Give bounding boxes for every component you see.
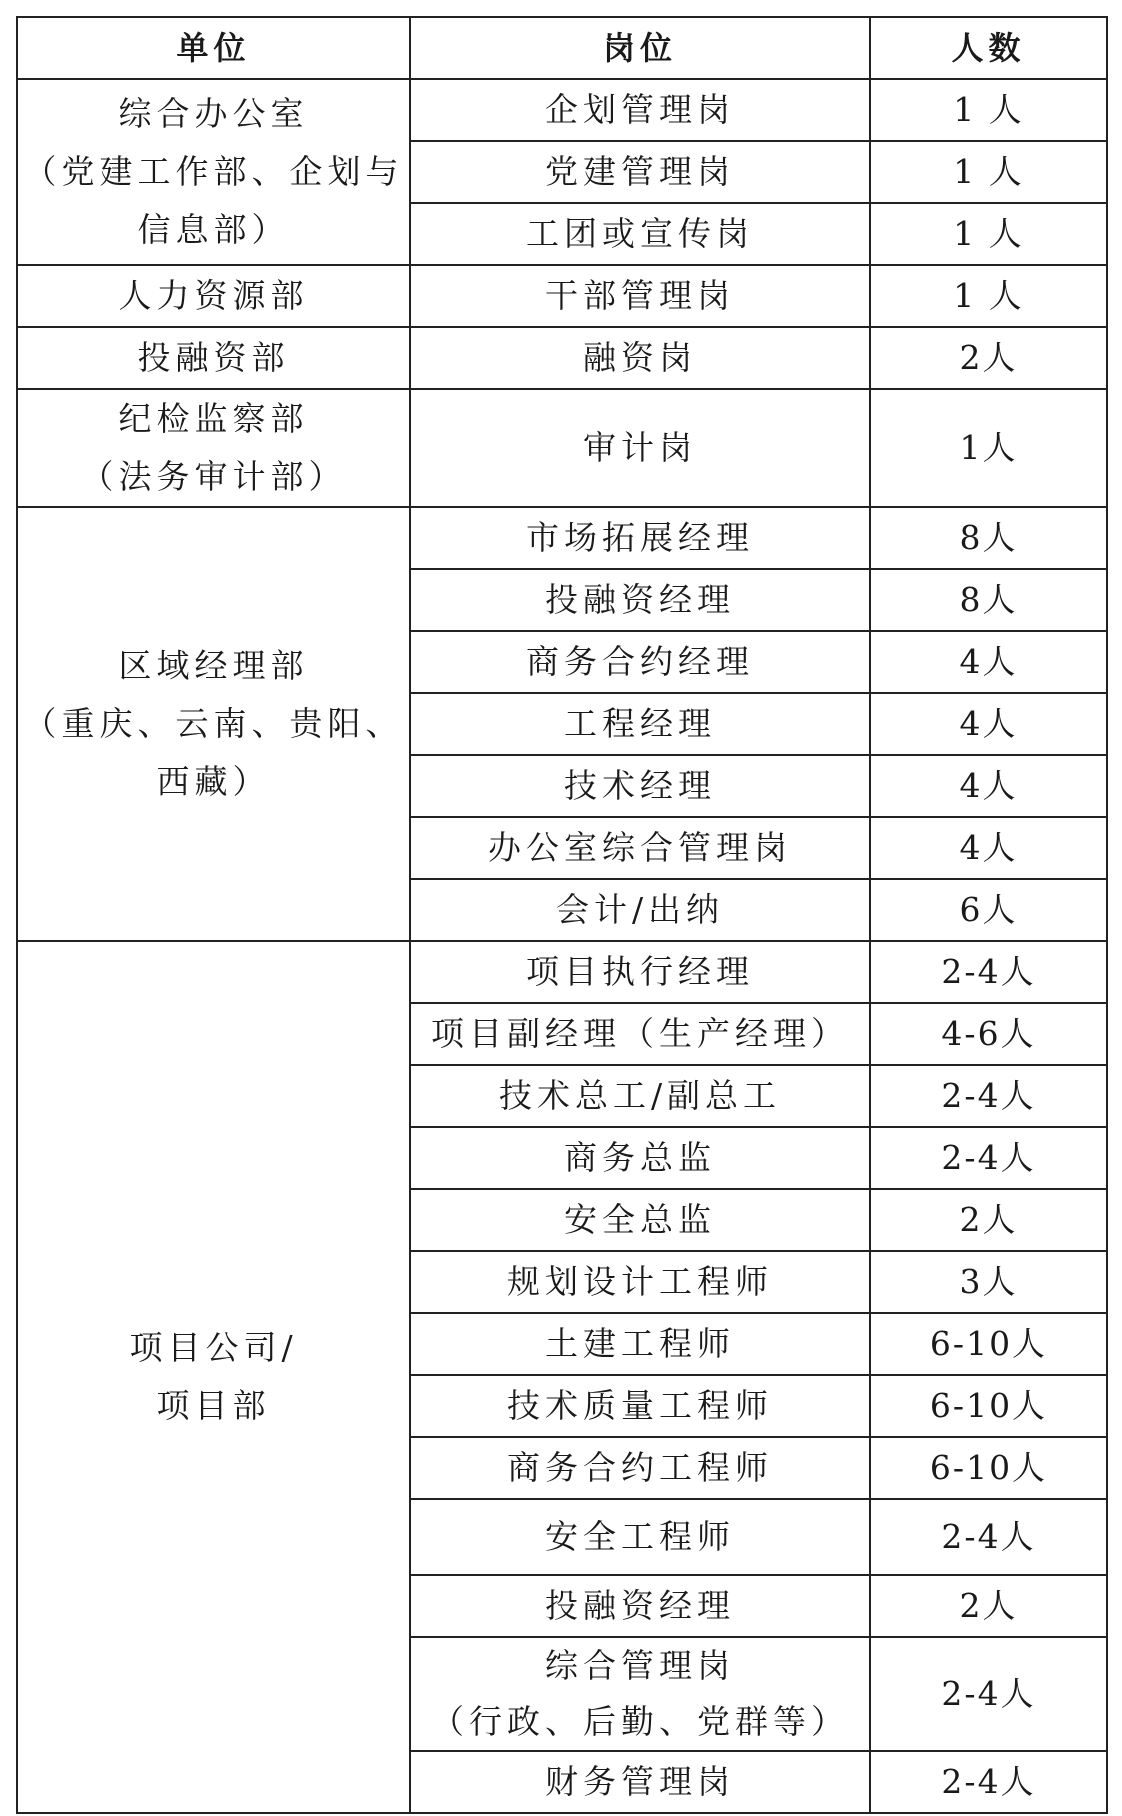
- count-cell: 2-4人: [870, 1499, 1107, 1575]
- count-cell: 2-4人: [870, 1127, 1107, 1189]
- post-cell: 审计岗: [410, 389, 870, 507]
- count-cell: 2-4人: [870, 1637, 1107, 1751]
- post-cell: 投融资经理: [410, 569, 870, 631]
- table-row: [17, 507, 1107, 569]
- post-cell: 党建管理岗: [410, 141, 870, 203]
- count-cell: 2-4人: [870, 1751, 1107, 1813]
- count-cell: 6-10人: [870, 1313, 1107, 1375]
- header-row: [17, 17, 1107, 79]
- count-cell: 2人: [870, 327, 1107, 389]
- count-cell: 2-4人: [870, 941, 1107, 1003]
- post-cell: 工程经理: [410, 693, 870, 755]
- post-cell: 投融资经理: [410, 1575, 870, 1637]
- count-cell: 2人: [870, 1575, 1107, 1637]
- count-cell: 8人: [870, 569, 1107, 631]
- table-row: [17, 389, 1107, 507]
- post-cell: 项目执行经理: [410, 941, 870, 1003]
- table-row: [17, 79, 1107, 141]
- count-cell: 4人: [870, 817, 1107, 879]
- post-cell: 综合管理岗 （行政、后勤、党群等）: [410, 1637, 870, 1751]
- count-cell: 1 人: [870, 265, 1107, 327]
- post-cell: 规划设计工程师: [410, 1251, 870, 1313]
- count-cell: 4人: [870, 755, 1107, 817]
- post-cell: 商务合约经理: [410, 631, 870, 693]
- count-cell: 4人: [870, 693, 1107, 755]
- post-cell: 市场拓展经理: [410, 507, 870, 569]
- count-cell: 6人: [870, 879, 1107, 941]
- post-cell: 安全工程师: [410, 1499, 870, 1575]
- count-cell: 2人: [870, 1189, 1107, 1251]
- table-row: [17, 941, 1107, 1003]
- post-cell: 商务合约工程师: [410, 1437, 870, 1499]
- count-cell: 1 人: [870, 203, 1107, 265]
- count-cell: 6-10人: [870, 1437, 1107, 1499]
- count-cell: 4-6人: [870, 1003, 1107, 1065]
- unit-cell: 区域经理部 （重庆、云南、贵阳、 西藏）: [17, 507, 410, 941]
- count-cell: 6-10人: [870, 1375, 1107, 1437]
- count-cell: 1 人: [870, 141, 1107, 203]
- post-cell: 干部管理岗: [410, 265, 870, 327]
- count-cell: 1人: [870, 389, 1107, 507]
- table-row: [17, 327, 1107, 389]
- recruitment-table: [16, 16, 1108, 1814]
- table-body: [17, 79, 1107, 1813]
- post-cell: 土建工程师: [410, 1313, 870, 1375]
- post-cell: 技术质量工程师: [410, 1375, 870, 1437]
- post-cell: 安全总监: [410, 1189, 870, 1251]
- count-cell: 8人: [870, 507, 1107, 569]
- count-cell: 3人: [870, 1251, 1107, 1313]
- post-cell: 工团或宣传岗: [410, 203, 870, 265]
- post-cell: 办公室综合管理岗: [410, 817, 870, 879]
- count-cell: 2-4人: [870, 1065, 1107, 1127]
- header-unit: 单位: [17, 17, 410, 79]
- count-cell: 4人: [870, 631, 1107, 693]
- unit-cell: 综合办公室 （党建工作部、企划与 信息部）: [17, 79, 410, 265]
- unit-cell: 投融资部: [17, 327, 410, 389]
- header-post: 岗位: [410, 17, 870, 79]
- unit-cell: 纪检监察部 （法务审计部）: [17, 389, 410, 507]
- post-cell: 财务管理岗: [410, 1751, 870, 1813]
- post-cell: 项目副经理（生产经理）: [410, 1003, 870, 1065]
- post-cell: 融资岗: [410, 327, 870, 389]
- table-row: [17, 265, 1107, 327]
- unit-cell: 人力资源部: [17, 265, 410, 327]
- post-cell: 企划管理岗: [410, 79, 870, 141]
- post-cell: 商务总监: [410, 1127, 870, 1189]
- post-cell: 技术总工/副总工: [410, 1065, 870, 1127]
- unit-cell: 项目公司/ 项目部: [17, 941, 410, 1813]
- post-cell: 会计/出纳: [410, 879, 870, 941]
- header-count: 人数: [870, 17, 1107, 79]
- post-cell: 技术经理: [410, 755, 870, 817]
- count-cell: 1 人: [870, 79, 1107, 141]
